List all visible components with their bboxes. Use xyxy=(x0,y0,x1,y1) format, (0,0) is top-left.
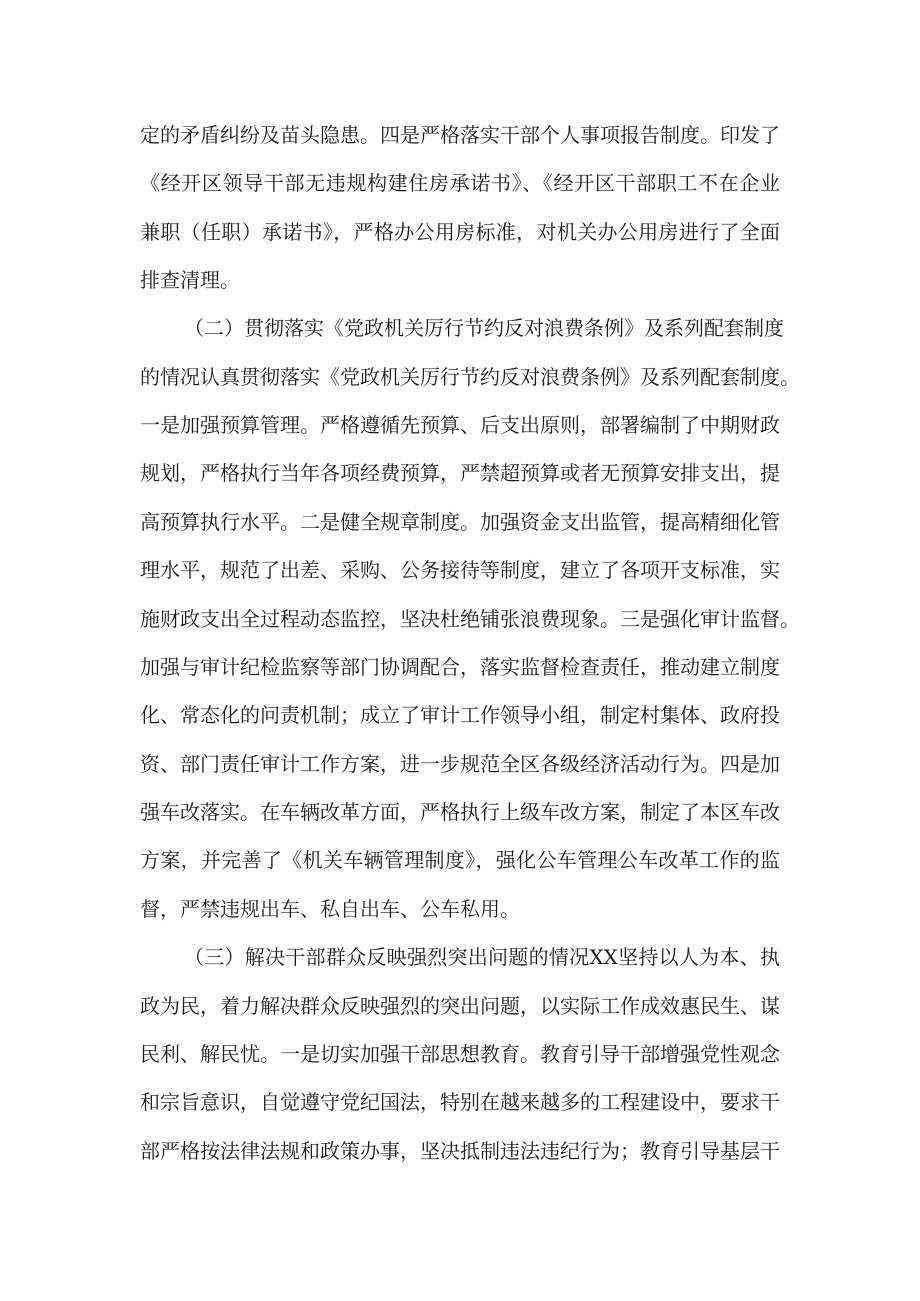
text-line: 一是加强预算管理。严格遵循先预算、后支出原则，部署编制了中期财政 xyxy=(140,413,780,437)
text-line: 督，严禁违规出车、私自出车、公车私用。 xyxy=(140,897,520,921)
text-line: 的情况认真贯彻落实《党政机关厉行节约反对浪费条例》及系列配套制度。 xyxy=(140,365,800,389)
text-line: 政为民，着力解决群众反映强烈的突出问题，以实际工作成效惠民生、谋 xyxy=(140,994,780,1018)
text-line: 强车改落实。在车辆改革方面，严格执行上级车改方案，制定了本区车改 xyxy=(140,800,780,824)
text-line: 《经开区领导干部无违规构建住房承诺书》、《经开区干部职工不在企业 xyxy=(140,171,780,195)
text-line: 加强与审计纪检监察等部门协调配合，落实监督检查责任，推动建立制度 xyxy=(140,655,780,679)
text-line: 和宗旨意识，自觉遵守党纪国法，特别在越来越多的工程建设中，要求干 xyxy=(140,1090,780,1114)
text-line: 定的矛盾纠纷及苗头隐患。四是严格落实干部个人事项报告制度。印发了 xyxy=(140,123,780,147)
text-line: 理水平，规范了出差、采购、公务接待等制度，建立了各项开支标准，实 xyxy=(140,558,780,582)
text-line: 兼职（任职）承诺书》，严格办公用房标准，对机关办公用房进行了全面 xyxy=(140,220,780,244)
text-line: 施财政支出全过程动态监控，坚决杜绝铺张浪费现象。三是强化审计监督。 xyxy=(140,607,800,631)
text-line: 资、部门责任审计工作方案，进一步规范全区各级经济活动行为。四是加 xyxy=(140,752,780,776)
text-line: 部严格按法律法规和政策办事，坚决抵制违法违纪行为；教育引导基层干 xyxy=(140,1139,780,1163)
text-line: 高预算执行水平。二是健全规章制度。加强资金支出监管，提高精细化管 xyxy=(140,510,780,534)
text-line: （三）解决干部群众反映强烈突出问题的情况XX坚持以人为本、执 xyxy=(184,945,780,969)
text-line: （二）贯彻落实《党政机关厉行节约反对浪费条例》及系列配套制度 xyxy=(184,316,784,340)
text-line: 规划，严格执行当年各项经费预算，严禁超预算或者无预算安排支出，提 xyxy=(140,461,780,485)
text-line: 化、常态化的问责机制；成立了审计工作领导小组，制定村集体、政府投 xyxy=(140,703,780,727)
text-line: 方案，并完善了《机关车辆管理制度》，强化公车管理公车改革工作的监 xyxy=(140,848,780,872)
text-line: 排查清理。 xyxy=(140,268,240,292)
text-line: 民利、解民忧。一是切实加强干部思想教育。教育引导干部增强党性观念 xyxy=(140,1042,780,1066)
